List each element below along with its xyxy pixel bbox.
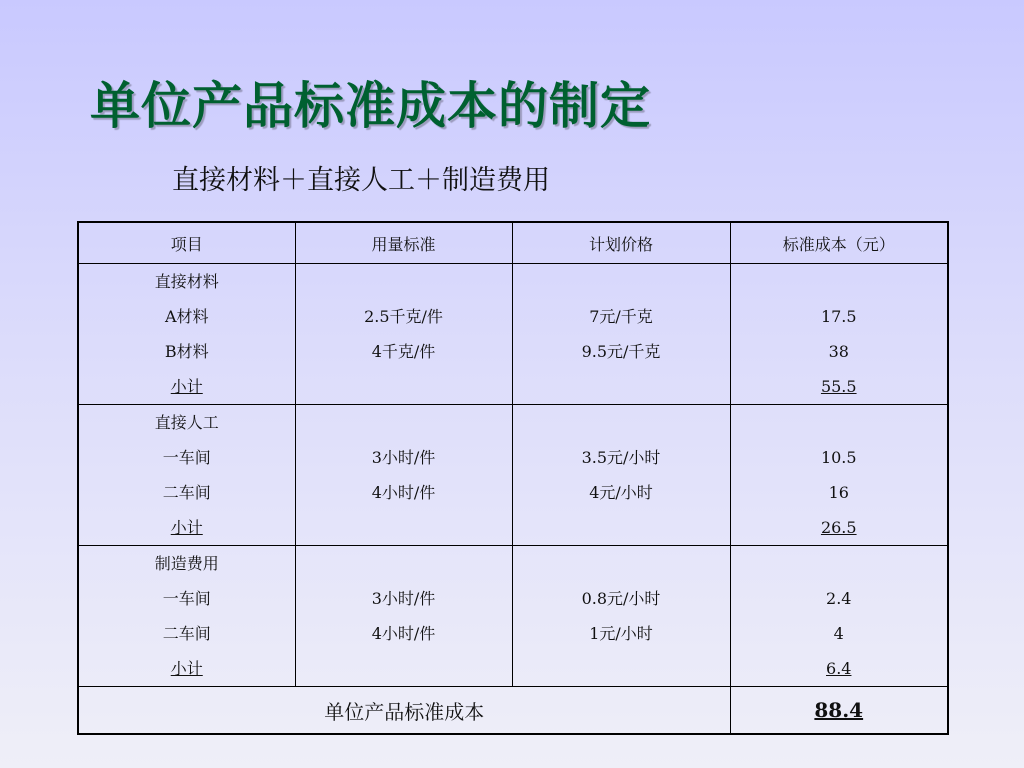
price-value: 4元/小时 (589, 483, 653, 502)
subtotal-label: 小计 (170, 377, 203, 396)
usage-value: 3小时/件 (371, 589, 436, 608)
cost-cell (730, 264, 948, 405)
usage-value: 3小时/件 (371, 448, 436, 467)
item-label: 一车间 (162, 589, 211, 608)
item-label: B材料 (164, 342, 209, 361)
cost-value: 4 (833, 624, 844, 643)
slide-subtitle: 直接材料＋直接人工＋制造费用 (172, 165, 550, 196)
item-cell (78, 405, 295, 546)
table-row-total (78, 687, 948, 735)
item-label: A材料 (164, 307, 209, 326)
price-value: 7元/千克 (589, 307, 653, 326)
usage-value: 2.5千克/件 (364, 307, 443, 326)
table-row-direct-labor (78, 405, 948, 546)
price-value: 0.8元/小时 (581, 589, 661, 608)
usage-value: 4小时/件 (371, 624, 436, 643)
table-row-manufacturing-overhead (78, 546, 948, 687)
price-value: 1元/小时 (589, 624, 653, 643)
header-usage-standard: 用量标准 (295, 222, 512, 264)
group-name: 直接人工 (154, 413, 219, 432)
usage-value: 4小时/件 (371, 483, 436, 502)
price-value: 9.5元/千克 (581, 342, 661, 361)
group-name: 制造费用 (154, 554, 219, 573)
cost-cell (730, 546, 948, 687)
cost-table-container (77, 221, 947, 735)
table-header-row (78, 222, 948, 264)
header-planned-price: 计划价格 (512, 222, 730, 264)
price-value: 3.5元/小时 (581, 448, 661, 467)
cost-cell (730, 405, 948, 546)
cost-value: 2.4 (826, 589, 852, 608)
slide-title: 单位产品标准成本的制定 (90, 76, 651, 135)
subtotal-value: 6.4 (826, 659, 852, 678)
table-row-direct-materials (78, 264, 948, 405)
usage-cell (295, 405, 512, 546)
group-name: 直接材料 (154, 272, 219, 291)
total-label: 单位产品标准成本 (78, 687, 730, 735)
price-cell (512, 405, 730, 546)
item-label: 二车间 (162, 624, 211, 643)
header-item: 项目 (78, 222, 295, 264)
usage-value: 4千克/件 (371, 342, 436, 361)
subtotal-label: 小计 (170, 518, 203, 537)
cost-value: 16 (828, 483, 849, 502)
total-value: 88.4 (814, 698, 864, 722)
price-cell (512, 264, 730, 405)
cost-value: 10.5 (820, 448, 857, 467)
subtotal-value: 26.5 (820, 518, 857, 537)
standard-cost-table (77, 221, 949, 735)
subtotal-label: 小计 (170, 659, 203, 678)
item-cell (78, 264, 295, 405)
cost-value: 17.5 (820, 307, 857, 326)
cost-value: 38 (828, 342, 849, 361)
item-label: 二车间 (162, 483, 211, 502)
usage-cell (295, 546, 512, 687)
subtotal-value: 55.5 (820, 377, 857, 396)
usage-cell (295, 264, 512, 405)
item-label: 一车间 (162, 448, 211, 467)
header-standard-cost: 标准成本（元） (730, 222, 948, 264)
price-cell (512, 546, 730, 687)
item-cell (78, 546, 295, 687)
total-value-cell (730, 687, 948, 735)
